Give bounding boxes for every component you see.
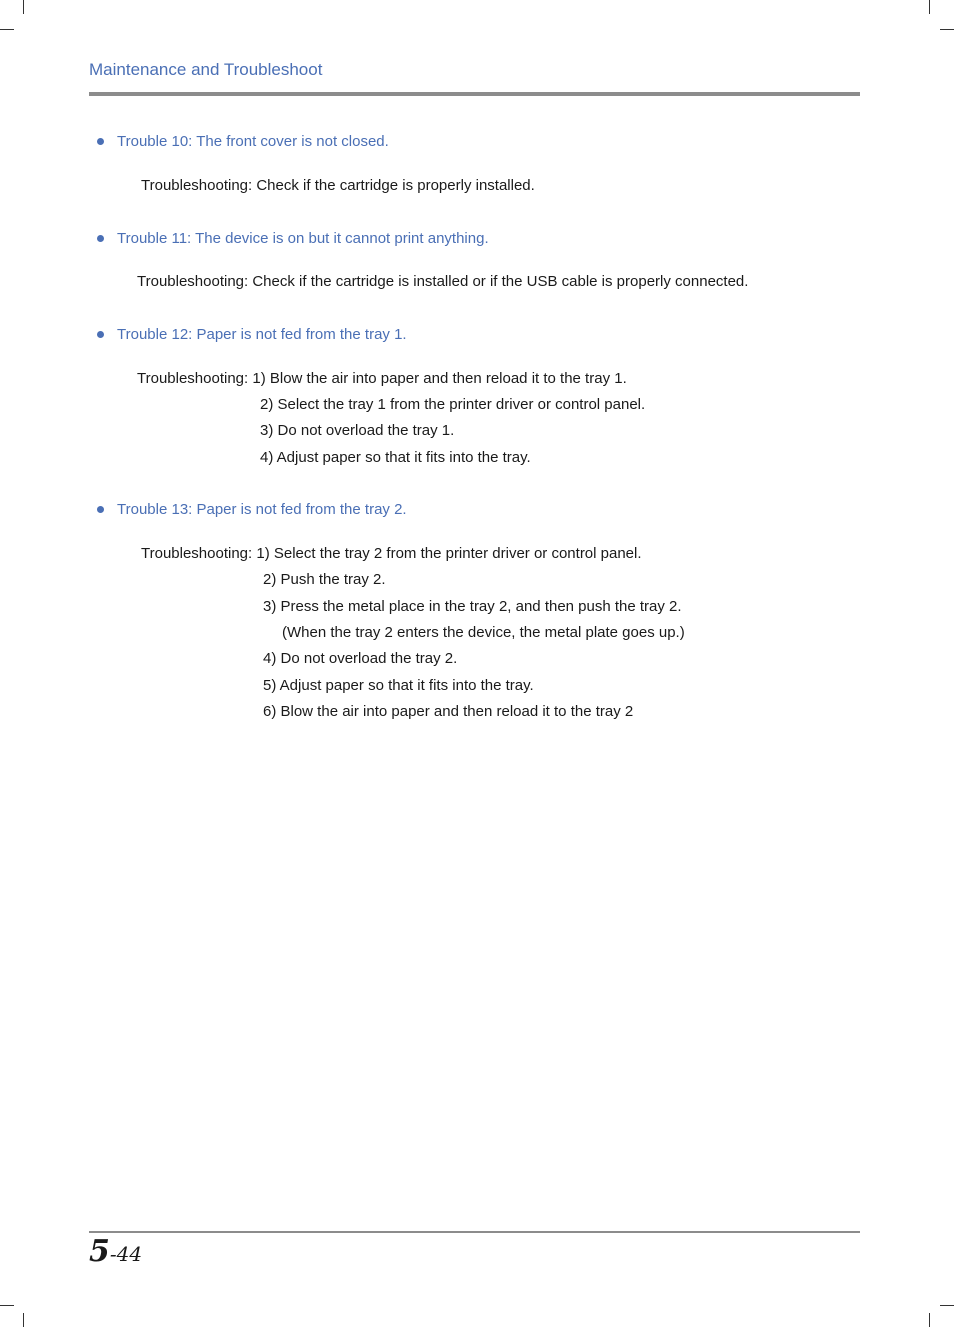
troubleshooting-step: 3) Do not overload the tray 1.: [260, 422, 455, 439]
trouble-title: Trouble 11: The device is on but it cannot print anything.: [117, 230, 489, 247]
crop-mark: [0, 29, 14, 30]
page-number: [89, 1234, 142, 1269]
trouble-12-heading: [97, 326, 407, 343]
bullet-icon: [97, 331, 104, 338]
page-index: 44: [116, 1242, 143, 1266]
header-divider: [89, 92, 860, 96]
crop-mark: [929, 1313, 930, 1327]
trouble-title: Trouble 10: The front cover is not closed.: [117, 133, 389, 150]
crop-mark: [940, 1305, 954, 1306]
crop-mark: [23, 1313, 24, 1327]
page-separator: -: [109, 1242, 117, 1266]
trouble-11-heading: [97, 230, 489, 247]
crop-mark: [23, 0, 24, 14]
bullet-icon: [97, 235, 104, 242]
page-header-title: Maintenance and Troubleshoot: [89, 60, 323, 79]
trouble-13-heading: [97, 501, 407, 518]
chapter-number: 5: [89, 1234, 110, 1269]
troubleshooting-step: 3) Press the metal place in the tray 2, and then push the tray 2.: [263, 598, 682, 615]
troubleshooting-line: Troubleshooting: Check if the cartridge is properly installed.: [141, 177, 535, 194]
troubleshooting-step: 5) Adjust paper so that it fits into the tray.: [263, 677, 534, 694]
troubleshooting-line: Troubleshooting: Check if the cartridge is installed or if the USB cable is properly connected.: [137, 273, 749, 290]
troubleshooting-step: 2) Select the tray 1 from the printer driver or control panel.: [260, 396, 646, 413]
troubleshooting-line: Troubleshooting: 1) Blow the air into paper and then reload it to the tray 1.: [137, 370, 627, 387]
troubleshooting-step: 4) Do not overload the tray 2.: [263, 650, 458, 667]
trouble-10-heading: [97, 133, 389, 150]
crop-mark: [0, 1305, 14, 1306]
troubleshooting-step: 2) Push the tray 2.: [263, 571, 386, 588]
troubleshooting-note: (When the tray 2 enters the device, the metal plate goes up.): [282, 624, 685, 641]
crop-mark: [940, 29, 954, 30]
crop-mark: [929, 0, 930, 14]
troubleshooting-step: 6) Blow the air into paper and then reload it to the tray 2: [263, 703, 634, 720]
trouble-title: Trouble 13: Paper is not fed from the tray 2.: [117, 501, 407, 518]
footer-divider: [89, 1231, 860, 1233]
trouble-title: Trouble 12: Paper is not fed from the tray 1.: [117, 326, 407, 343]
troubleshooting-step: 4) Adjust paper so that it fits into the tray.: [260, 449, 531, 466]
bullet-icon: [97, 506, 104, 513]
troubleshooting-line: Troubleshooting: 1) Select the tray 2 from the printer driver or control panel.: [141, 545, 642, 562]
bullet-icon: [97, 138, 104, 145]
